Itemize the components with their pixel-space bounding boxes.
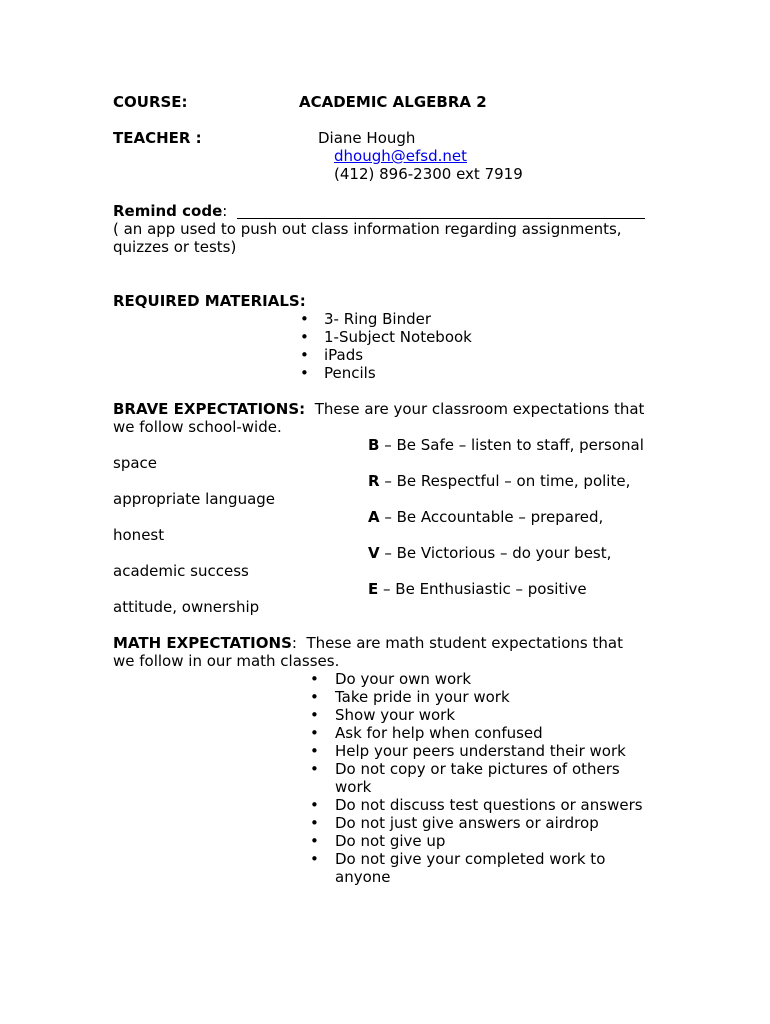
teacher-label: TEACHER : [113, 129, 202, 147]
brave-intro-line-1 [113, 400, 644, 418]
bullet-icon: • [310, 760, 319, 778]
math-intro-line-1 [113, 634, 623, 652]
brave-heading: BRAVE EXPECTATIONS: [113, 400, 306, 418]
bullet-icon: • [310, 850, 319, 868]
brave-intro-line-2: we follow school-wide. [113, 418, 282, 436]
list-item [310, 688, 660, 706]
remind-code-label [113, 202, 227, 220]
remind-note-line-1: ( an app used to push out class information regarding assignments, [113, 220, 622, 238]
brave-item-v-continuation: academic success [113, 562, 249, 580]
brave-item-a [368, 508, 603, 526]
list-item-text: Ask for help when confused [335, 724, 543, 742]
list-item [310, 832, 660, 850]
course-label: COURSE: [113, 93, 188, 111]
list-item [300, 310, 472, 328]
brave-item-r-continuation: appropriate language [113, 490, 276, 508]
math-heading: MATH EXPECTATIONS [113, 634, 292, 652]
list-item [300, 364, 472, 382]
teacher-phone: (412) 896-2300 ext 7919 [334, 165, 523, 183]
brave-item-text: – Be Victorious – do your best, [379, 544, 612, 562]
remind-code-colon: : [222, 202, 228, 220]
bullet-icon: • [300, 346, 309, 364]
teacher-name: Diane Hough [318, 129, 416, 147]
list-item [300, 328, 472, 346]
remind-note-line-2: quizzes or tests) [113, 238, 237, 256]
math-intro-text: These are math student expectations that [306, 634, 623, 652]
list-item [310, 706, 660, 724]
bullet-icon: • [310, 670, 319, 688]
bullet-icon: • [310, 742, 319, 760]
brave-item-text: – Be Safe – listen to staff, personal [379, 436, 644, 454]
bullet-icon: • [310, 706, 319, 724]
remind-code-blank-line [237, 218, 645, 219]
materials-heading: REQUIRED MATERIALS: [113, 292, 306, 310]
brave-item-text: – Be Enthusiastic – positive [378, 580, 587, 598]
list-item [310, 796, 660, 814]
list-item [310, 742, 660, 760]
materials-list [300, 310, 472, 382]
list-item-text: Take pride in your work [335, 688, 510, 706]
remind-code-label-text: Remind code [113, 202, 223, 220]
bullet-icon: • [310, 832, 319, 850]
brave-letter: E [368, 580, 379, 598]
list-item-text: 1-Subject Notebook [324, 328, 472, 346]
bullet-icon: • [300, 328, 309, 346]
brave-item-text: – Be Respectful – on time, polite, [379, 472, 631, 490]
brave-item-b-continuation: space [113, 454, 158, 472]
brave-intro-text: These are your classroom expectations that [314, 400, 645, 418]
brave-item-e [368, 580, 587, 598]
list-item-text: Do not just give answers or airdrop [335, 814, 599, 832]
list-item-text: Do your own work [335, 670, 472, 688]
bullet-icon: • [300, 310, 309, 328]
list-item [310, 814, 660, 832]
brave-item-e-continuation: attitude, ownership [113, 598, 260, 616]
brave-letter: R [368, 472, 380, 490]
bullet-icon: • [310, 814, 319, 832]
bullet-icon: • [310, 724, 319, 742]
brave-letter: V [368, 544, 380, 562]
list-item-text: Help your peers understand their work [335, 742, 626, 760]
list-item-text: Do not copy or take pictures of others work [335, 760, 620, 796]
list-item-text: Do not give up [335, 832, 446, 850]
list-item-text: iPads [324, 346, 364, 364]
brave-letter: A [368, 508, 380, 526]
list-item [310, 850, 660, 886]
brave-letter: B [368, 436, 380, 454]
brave-item-v [368, 544, 611, 562]
math-heading-colon: : [291, 634, 297, 652]
list-item-text: Show your work [335, 706, 456, 724]
course-title: ACADEMIC ALGEBRA 2 [299, 93, 487, 111]
brave-item-b [368, 436, 644, 454]
math-expectations-list [310, 670, 660, 886]
bullet-icon: • [310, 796, 319, 814]
list-item [310, 670, 660, 688]
brave-item-text: – Be Accountable – prepared, [379, 508, 604, 526]
teacher-email-link[interactable]: dhough@efsd.net [334, 147, 467, 165]
bullet-icon: • [300, 364, 309, 382]
list-item [310, 760, 660, 796]
list-item [300, 346, 472, 364]
list-item-text: Pencils [324, 364, 376, 382]
list-item-text: 3- Ring Binder [324, 310, 431, 328]
list-item-text: Do not discuss test questions or answers [335, 796, 643, 814]
math-intro-line-2: we follow in our math classes. [113, 652, 340, 670]
list-item [310, 724, 660, 742]
brave-item-r [368, 472, 630, 490]
list-item-text: Do not give your completed work to anyone [335, 850, 606, 886]
bullet-icon: • [310, 688, 319, 706]
brave-item-a-continuation: honest [113, 526, 165, 544]
